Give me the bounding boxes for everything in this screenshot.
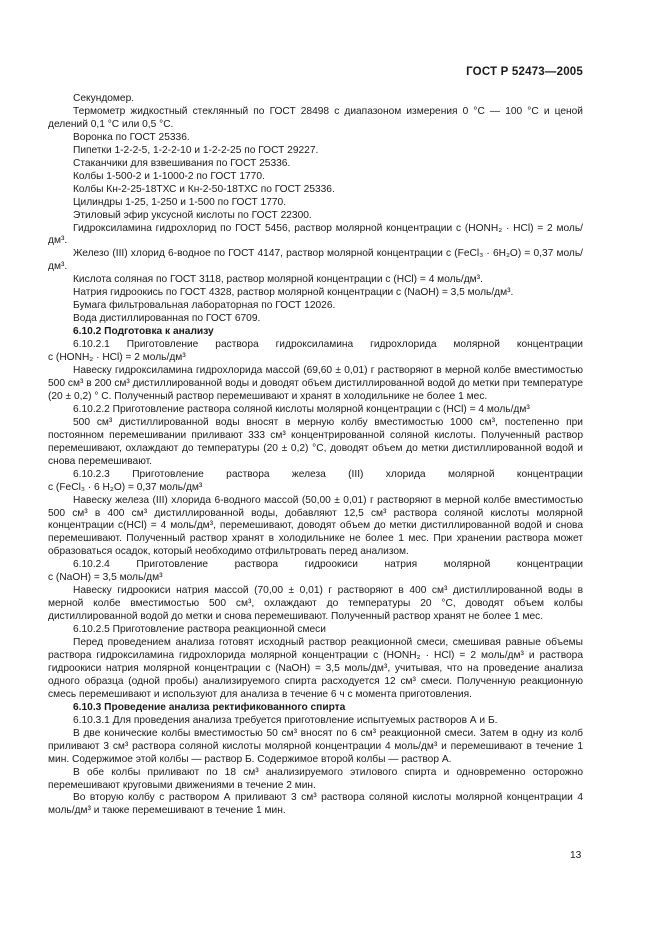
body-paragraph: Навеску железа (III) хлорида 6-водного массой (50,00 ± 0,01) г растворяют в мерной колбе вместимостью 500 см³ в 400 см³ дистиллированной воды, добавляют 12,5 см³ раствора соляной кислоты молярной концентрации с(HCl) = 4 моль/дм³, перемешивают, доводят объем до метки дистиллированной водой и снова перемешивают. Полученный раствор хранят в холодильнике не более 1 мес. При хранении раствора может образоваться осадок, который необходимо отфильтровать перед анализом. (48, 494, 583, 558)
list-item: Термометр жидкостный стеклянный по ГОСТ 28498 с диапазоном измерения 0 °С — 100 °С и ценой делений 0,1 °С или 0,5 °С. (48, 105, 583, 130)
section-heading: 6.10.2 Подготовка к анализу (73, 326, 214, 338)
subsection-title: 6.10.2.3 Приготовление раствора железа (III) хлорида молярной концентрации (73, 468, 583, 480)
page-number: 13 (570, 850, 582, 861)
list-item: Пипетки 1-2-2-5, 1-2-2-10 и 1-2-2-25 по ГОСТ 29227. (73, 144, 319, 156)
list-item: Цилиндры 1-25, 1-250 и 1-500 по ГОСТ 1770. (73, 196, 287, 208)
list-item: Этиловый эфир уксусной кислоты по ГОСТ 22300. (73, 209, 312, 221)
body-paragraph: 500 см³ дистиллированной воды вносят в мерную колбу вместимостью 1000 см³, постепенно при постоянном перемешивании приливают 333 см³ концентрированной соляной кислоты. Полученный раствор перемешивают, охлаждают до температуры (20 ± 0,2) °С, доводят объем до метки дистиллированной водой и снова перемешивают. (48, 416, 583, 467)
list-item: Натрия гидроокись по ГОСТ 4328, раствор молярной концентрации с (NaOH) = 3,5 моль/дм³. (73, 287, 514, 299)
document-body (48, 93, 583, 818)
list-item: Воронка по ГОСТ 25336. (73, 131, 190, 143)
subsection-title: 6.10.2.4 Приготовление раствора гидроокиси натрия молярной концентрации (73, 559, 583, 571)
subsection-formula: с (FeCl₃ · 6 H₂O) = 0,37 моль/дм³ (48, 481, 203, 493)
body-paragraph: 6.10.3.1 Для проведения анализа требуется приготовление испытуемых растворов А и Б. (73, 714, 498, 726)
list-item: Стаканчики для взвешивания по ГОСТ 25336. (73, 157, 291, 169)
subsection-title: 6.10.2.1 Приготовление раствора гидроксиламина гидрохлорида молярной концентрации (73, 339, 583, 351)
body-paragraph: Навеску гидроксиламина гидрохлорида массой (69,60 ± 0,01) г растворяют в мерной колбе вместимостью 500 см³ в 200 см³ дистиллированной воды и доводят объем дистиллированной водой до метки при температуре (20 ± 0,2) ° С. Полученный раствор перемешивают и хранят в холодильнике не более 1 мес. (48, 365, 583, 402)
standard-designation: ГОСТ Р 52473—2005 (466, 66, 583, 78)
list-item: Колбы 1-500-2 и 1-1000-2 по ГОСТ 1770. (73, 170, 265, 182)
list-item: Бумага фильтровальная лабораторная по ГОСТ 12026. (73, 300, 336, 312)
body-paragraph: В обе колбы приливают по 18 см³ анализируемого этилового спирта и одновременно осторожно перемешивают круговыми движениями в течение 2 мин. (48, 766, 583, 791)
body-paragraph: Перед проведением анализа готовят исходный раствор реакционной смеси, смешивая равные объемы раствора гидроксиламина гидрохлорида молярной концентрации с (HONH₂ · HCl) = 2 моль/дм³ и раствора гидроокиси натрия молярной концентрации с (NaOH) = 3,5 моль/дм³, учитывая, что на проведение анализа одного образца (одной пробы) анализируемого спирта расходуется 12 см³ смеси. Полученную реакционную смесь перемешивают и используют для анализа в течение 6 ч с момента приготовления. (48, 637, 583, 700)
subsection-title: 6.10.2.5 Приготовление раствора реакционной смеси (73, 624, 326, 636)
list-item: Колбы Кн-2-25-18ТХС и Кн-2-50-18ТХС по ГОСТ 25336. (73, 183, 335, 195)
subsection-formula: с (NaOH) = 3,5 моль/дм³ (48, 572, 163, 584)
subsection-title: 6.10.2.2 Приготовление раствора соляной кислоты молярной концентрации с (HCl) = 4 моль/дм³ (73, 403, 530, 415)
body-paragraph: Навеску гидроокиси натрия массой (70,00 ± 0,01) г растворяют в 400 см³ дистиллированной воды в мерной колбе вместимостью 500 см³, охлаждают до температуры 20 °С, доводят объем колбы дистиллированной водой до метки и снова перемешивают. Полученный раствор хранят не более 1 мес. (48, 585, 583, 623)
subsection-formula: с (HONH₂ · HCl) = 2 моль/дм³ (48, 352, 186, 364)
list-item: Вода дистиллированная по ГОСТ 6709. (73, 313, 261, 325)
body-paragraph: В две конические колбы вместимостью 50 см³ вносят по 6 см³ реакционной смеси. Затем в одну из колб приливают 3 см³ раствора соляной кислоты молярной концентрации 4 моль/дм³ и перемешивают в течение 1 мин. Содержимое этой колбы — раствор Б. Содержимое второй колбы — раствор А. (48, 727, 583, 765)
list-item: Гидроксиламина гидрохлорид по ГОСТ 5456, раствор молярной концентрации с (HONH₂ · HCl) = 2 моль/дм³. (48, 222, 583, 247)
list-item: Кислота соляная по ГОСТ 3118, раствор молярной концентрации с (HCl) = 4 моль/дм³. (73, 274, 483, 286)
list-item: Секундомер. (73, 93, 135, 104)
body-paragraph: Во вторую колбу с раствором А приливают 3 см³ раствора соляной кислоты молярной концентрации 4 моль/дм³ и также перемешивают в течение 1 мин. (48, 792, 583, 817)
section-heading: 6.10.3 Проведение анализа ректификованного спирта (73, 701, 346, 713)
list-item: Железо (III) хлорид 6-водное по ГОСТ 4147, раствор молярной концентрации с (FeCl₃ · 6H₂O) = 0,37 моль/дм³. (48, 248, 583, 273)
